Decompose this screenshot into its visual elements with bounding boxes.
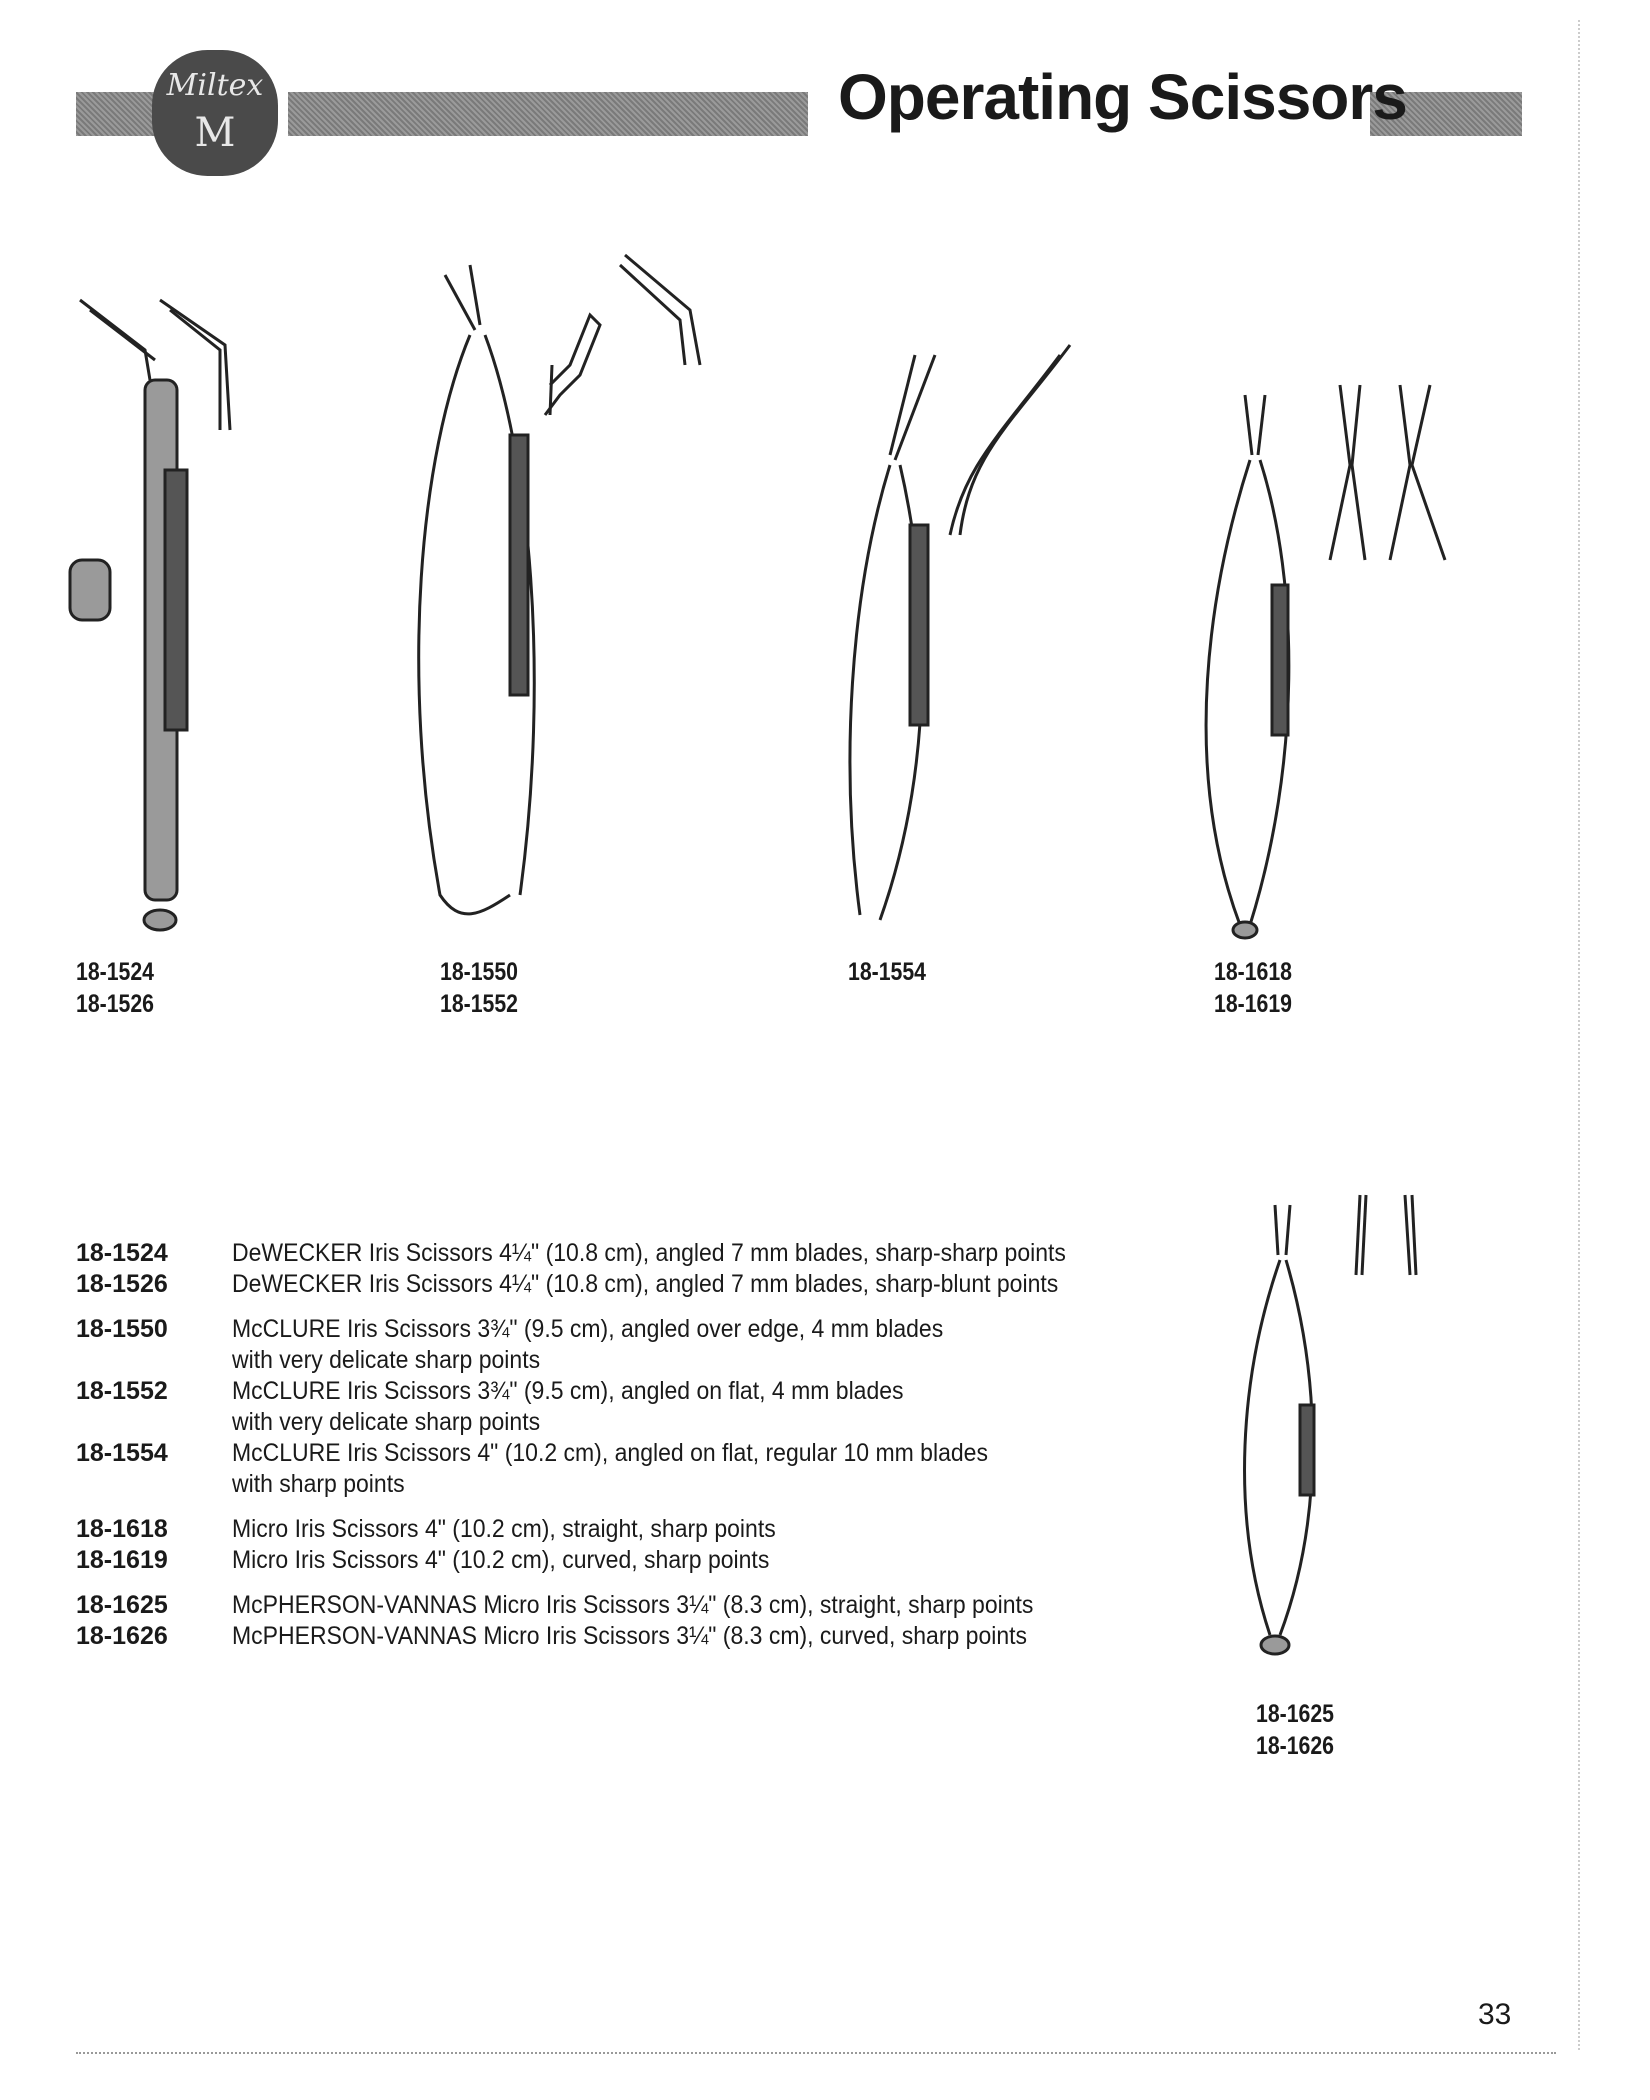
figure-code: 18-1619 <box>1214 990 1292 1018</box>
spec-line: McPHERSON-VANNAS Micro Iris Scissors 3¼" (8.3 cm), curved, sharp points <box>232 1622 1028 1650</box>
brand-logo-script: Miltex <box>166 68 264 103</box>
figure-code: 18-1552 <box>440 990 518 1018</box>
spec-group-mcpherson-vannas <box>76 1590 1196 1652</box>
figure-label-dewecker <box>76 956 154 1020</box>
spec-row <box>76 1545 1196 1576</box>
spec-code: 18-1618 <box>76 1515 168 1543</box>
spec-description <box>232 1269 1119 1300</box>
spec-line: with very delicate sharp points <box>232 1346 541 1374</box>
spec-code: 18-1626 <box>76 1622 168 1650</box>
spec-row <box>76 1514 1196 1545</box>
spec-code: 18-1526 <box>76 1270 168 1298</box>
spec-description <box>232 1590 1119 1621</box>
spec-line: with very delicate sharp points <box>232 1408 541 1436</box>
spec-row <box>76 1438 1196 1500</box>
right-margin-rule <box>1578 20 1580 2050</box>
spec-line: McCLURE Iris Scissors 3¾" (9.5 cm), angled over edge, 4 mm blades <box>232 1315 944 1343</box>
spec-row <box>76 1238 1196 1269</box>
brand-logo-mark: M <box>194 110 236 156</box>
figure-code: 18-1550 <box>440 958 518 986</box>
spec-description <box>232 1621 1119 1652</box>
spec-description <box>232 1238 1119 1269</box>
spec-line: Micro Iris Scissors 4" (10.2 cm), straight, sharp points <box>232 1515 776 1543</box>
figure-label-mcclure <box>440 956 518 1020</box>
spec-row <box>76 1269 1196 1300</box>
header-bar-middle <box>288 92 808 136</box>
spec-row <box>76 1376 1196 1438</box>
mcclure-regular-scissors-illustration <box>820 345 1080 935</box>
spec-line: McCLURE Iris Scissors 4" (10.2 cm), angled on flat, regular 10 mm blades <box>232 1439 988 1467</box>
spec-description <box>232 1376 1119 1438</box>
spec-line: Micro Iris Scissors 4" (10.2 cm), curved, sharp points <box>232 1546 770 1574</box>
brand-logo <box>152 50 278 176</box>
spec-group-micro-iris <box>76 1514 1196 1576</box>
mcclure-scissors-illustration <box>400 255 730 935</box>
footer-rule <box>76 2052 1556 2054</box>
spec-list <box>76 1238 1196 1666</box>
spec-group-dewecker <box>76 1238 1196 1300</box>
spec-description <box>232 1545 1119 1576</box>
spec-row <box>76 1314 1196 1376</box>
figure-code: 18-1526 <box>76 990 154 1018</box>
dewecker-scissors-illustration <box>60 290 260 940</box>
figure-code: 18-1626 <box>1256 1732 1334 1760</box>
figure-code: 18-1554 <box>848 958 926 986</box>
figure-label-mcpherson-vannas <box>1256 1698 1334 1762</box>
page-number: 33 <box>1478 1998 1512 2031</box>
spec-code: 18-1524 <box>76 1239 168 1267</box>
spec-group-mcclure <box>76 1314 1196 1500</box>
spec-line: McCLURE Iris Scissors 3¾" (9.5 cm), angled on flat, 4 mm blades <box>232 1377 904 1405</box>
spec-code: 18-1625 <box>76 1591 168 1619</box>
spec-line: McPHERSON-VANNAS Micro Iris Scissors 3¼" (8.3 cm), straight, sharp points <box>232 1591 1034 1619</box>
figure-code: 18-1618 <box>1214 958 1292 986</box>
figure-code: 18-1524 <box>76 958 154 986</box>
spec-code: 18-1619 <box>76 1546 168 1574</box>
spec-description <box>232 1438 1119 1500</box>
spec-line: DeWECKER Iris Scissors 4¼" (10.8 cm), angled 7 mm blades, sharp-sharp points <box>232 1239 1066 1267</box>
spec-line: with sharp points <box>232 1470 405 1498</box>
spec-code: 18-1552 <box>76 1377 168 1405</box>
spec-description <box>232 1514 1119 1545</box>
spec-code: 18-1554 <box>76 1439 168 1467</box>
figure-label-micro-iris <box>1214 956 1292 1020</box>
mcpherson-vannas-scissors-illustration <box>1230 1195 1460 1655</box>
spec-row <box>76 1621 1196 1652</box>
spec-row <box>76 1590 1196 1621</box>
spec-line: DeWECKER Iris Scissors 4¼" (10.8 cm), angled 7 mm blades, sharp-blunt points <box>232 1270 1059 1298</box>
spec-code: 18-1550 <box>76 1315 168 1343</box>
figure-code: 18-1625 <box>1256 1700 1334 1728</box>
page-title: Operating Scissors <box>838 61 1407 133</box>
micro-iris-scissors-illustration <box>1180 385 1470 945</box>
figure-label-mcclure-regular <box>848 956 926 988</box>
spec-description <box>232 1314 1119 1376</box>
